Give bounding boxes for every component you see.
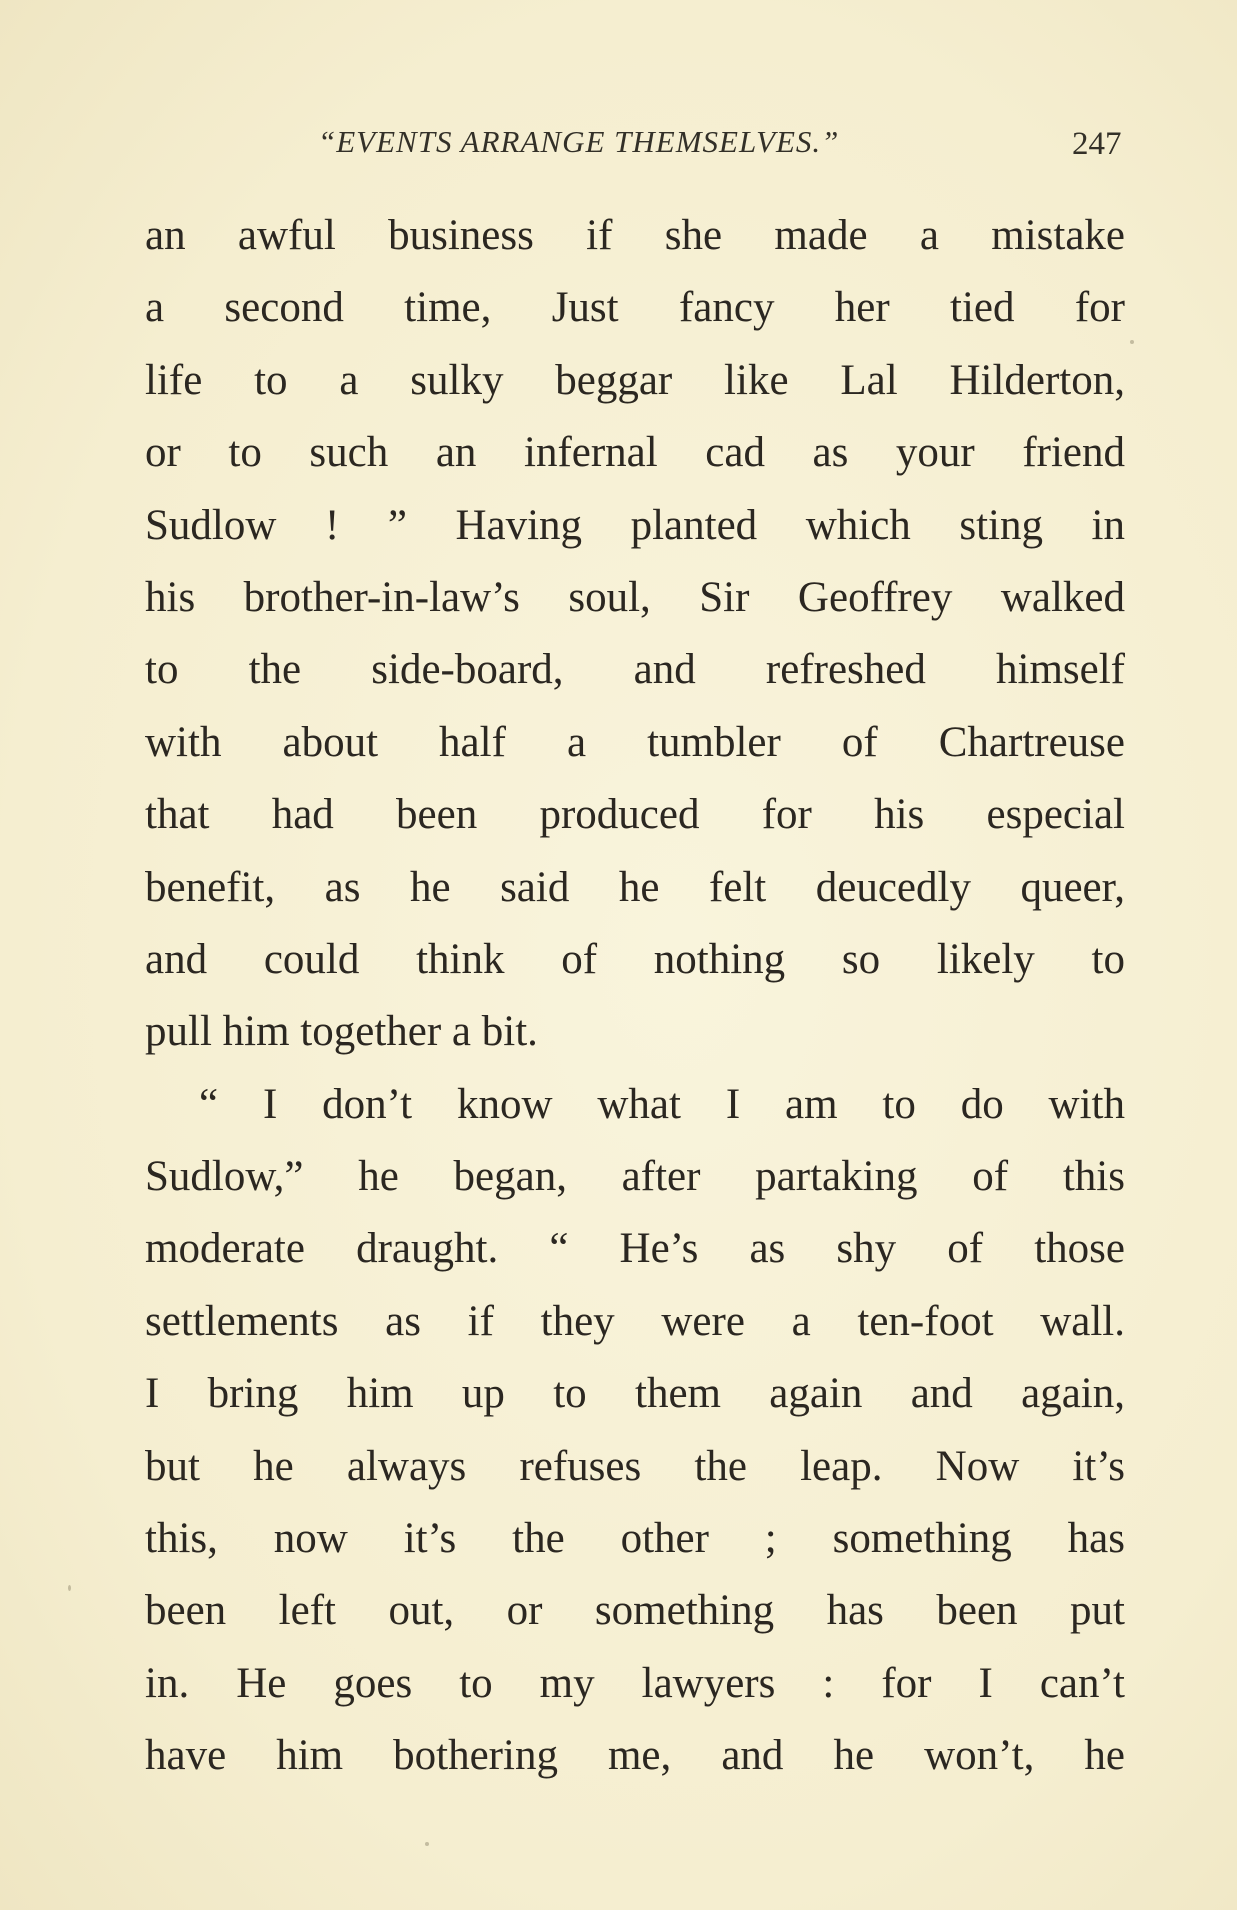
text-line: I bring him up to them again and again, <box>145 1370 1125 1418</box>
text-line: but he always refuses the leap. Now it’s <box>145 1442 1125 1490</box>
paper-speck <box>1130 340 1134 344</box>
body-text <box>145 212 1125 1805</box>
page-number: 247 <box>1072 126 1122 162</box>
text-line: an awful business if she made a mistake <box>145 212 1125 259</box>
text-line: to the side-board, and refreshed himself <box>145 646 1125 694</box>
paper-speck <box>68 1585 71 1591</box>
text-line: benefit, as he said he felt deucedly queer, <box>145 863 1125 911</box>
paragraph-start-line: “ I don’t know what I am to do with <box>199 1080 1125 1128</box>
text-line: moderate draught. “ He’s as shy of those <box>145 1225 1125 1273</box>
text-line: Sudlow,” he began, after partaking of this <box>145 1153 1125 1201</box>
text-line: and could think of nothing so likely to <box>145 935 1125 983</box>
text-line: a second time, Just fancy her tied for <box>145 284 1125 332</box>
text-line: been left out, or something has been put <box>145 1587 1125 1635</box>
text-line: with about half a tumbler of Chartreuse <box>145 718 1125 766</box>
text-line: life to a sulky beggar like Lal Hilderton, <box>145 356 1125 404</box>
text-line: have him bothering me, and he won’t, he <box>145 1732 1125 1780</box>
text-line: in. He goes to my lawyers : for I can’t <box>145 1659 1125 1707</box>
text-line: settlements as if they were a ten-foot wall. <box>145 1297 1125 1345</box>
paragraph-end-line: pull him together a bit. <box>145 1008 538 1056</box>
running-title: “EVENTS ARRANGE THEMSELVES.” <box>318 124 840 159</box>
text-line: that had been produced for his especial <box>145 791 1125 839</box>
paper-speck <box>425 1842 429 1846</box>
text-line: or to such an infernal cad as your friend <box>145 429 1125 477</box>
text-line: Sudlow ! ” Having planted which sting in <box>145 501 1125 549</box>
text-line: his brother-in-law’s soul, Sir Geoffrey walked <box>145 573 1125 621</box>
text-line: this, now it’s the other ; something has <box>145 1515 1125 1563</box>
